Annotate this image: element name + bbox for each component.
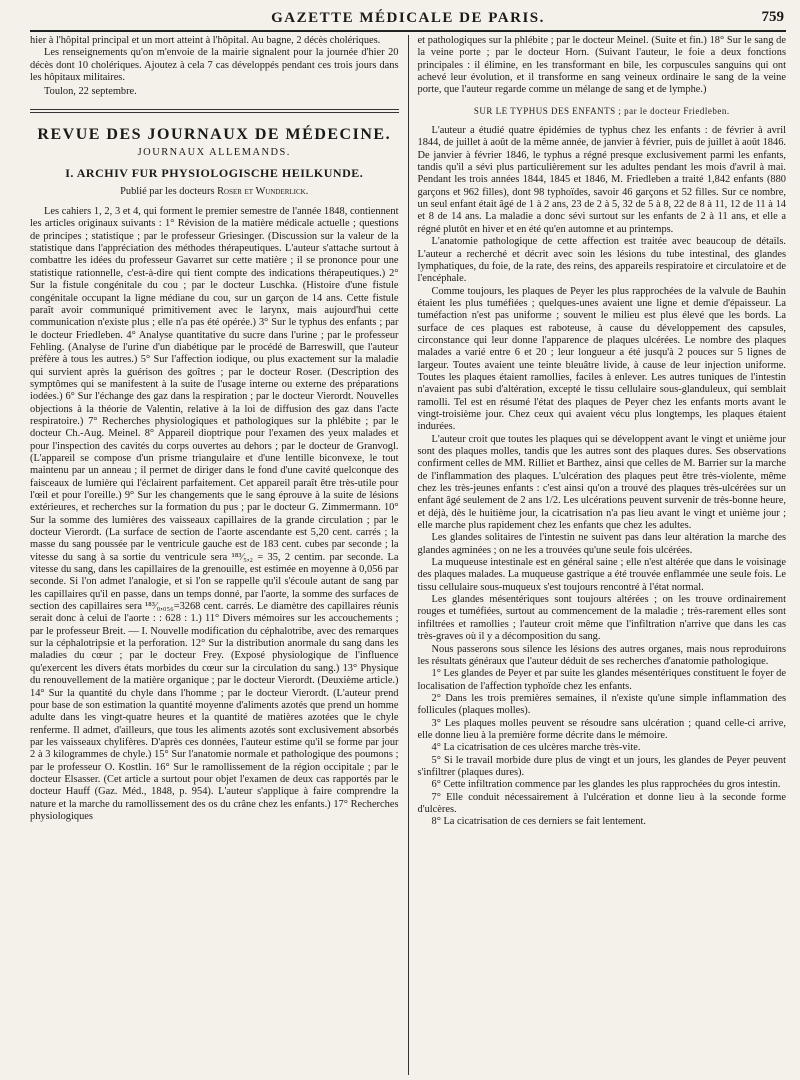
article-paragraph: Les glandes solitaires de l'intestin ne suivent pas dans leur altération la marche des glandes agminées ; on ne les a trouvées qu'une seule fois ulcérées. <box>417 532 786 556</box>
journal-title: I. ARCHIV FUR PHYSIOLOGISCHE HEILKUNDE. <box>65 166 364 181</box>
section-title: REVUE DES JOURNAUX DE MÉDECINE. <box>37 125 392 143</box>
right-column <box>409 35 787 1075</box>
conclusion-item: 5° Si le travail morbide dure plus de vingt et un jours, les glandes de Peyer peuvent s'infiltrer (plaques dures). <box>417 754 786 778</box>
section-divider <box>30 112 399 113</box>
journal-contents-paragraph: Les cahiers 1, 2, 3 et 4, qui forment le premier semestre de l'année 1848, contiennent les articles originaux suivants : 1° Révision de la matière médicale actuelle ; questions de principes ; statistique ; par le professeur Griesinger. (Discussion sur la valeur de la statistique dans l'appréciation des méthodes thérapeutiques. L'auteur s'attache surtout à combattre les idées du professeur Gavarret sur cette matière ; il se prononce pour une statistique rationnelle, c'est-à-dire qui tient compte des indications thérapeutiques.) 2° Sur la fistule congénitale du cou ; par le docteur Luschka. (Histoire d'une fistule congénitale occupant la ligne médiane du cou, sur un garçon de 14 ans. Cette fistule paraît avoir communiqué primitivement avec le larynx, mais aujourd'hui cette communication n'existe plus ; elle n'a pas été opérée.) 3° Sur le typhus des enfants ; par le docteur Friedleben. 4° Analyse quantitative du sucre dans l'urine ; par le professeur Fehling. (Analyse de l'urine d'un diabétique par le procédé de Barreswill, que l'auteur préfère à tous les autres.) 5° Sur l'affection iodique, ou plus exactement sur la maladie qui survient après la guérison des goîtres ; par le docteur Roser. (Description des symptômes qui se manifestent à la suite de l'usage interne ou externe des préparations iodées.) 6° Sur l'échange des gaz dans la respiration ; par le docteur Vierordt. Nouvelles objections à la théorie de Valentin, relative à la loi de diffusion des gaz dans l'acte respiratoire.) 7° Recherches physiologiques et pathologiques sur la phlébite ; par le docteur Ch.-Aug. Meinel. 8° Appareil dioptrique pour l'examen des yeux malades et pour l'inspection des cavités du corps ouvertes au dehors ; par le docteur de Granvogl. (L'appareil se compose d'un prisme triangulaire et d'une lentille biconvexe, le tout maintenu par un anneau ; il permet de diriger dans le fond d'une cavité quelconque des faisceaux de lumière qui l'éclairent parfaitement. Cet appareil paraît être très-utile pour l'œil et pour l'oreille.) 9° Sur les changements que le sang éprouve à la suite de lésions extérieures, et recherches sur la formation du pus ; par le docteur G. Zimmermann. 10° Sur la somme des lumières des vaisseaux capillaires de la grande circulation ; par le docteur Vierordt. (La surface de section de l'aorte ascendante est 5,20 cent. carrés ; la masse du sang poussée par le ventricule gauche est de 183 cent. cubes par seconde ; la vitesse du sang à sa sortie du ventricule sera ¹⁸³⁄₅,₂ = 35, 2 centim. par seconde. La vitesse du sang, dans les capillaires de la grenouille, est estimée en moyenne à 0,056 par seconde. Si l'on admet l'analogie, et si l'on se rappelle qu'il s'écoule autant de sang par les capillaires qu'il en passe, dans un temps donné, par l'aorte, la somme des surfaces de section des capillaires sera ¹⁸³⁄₀,₀₅₆=3268 cent. carrés. Le diamètre des capillaires réunis serait donc à celui de l'aorte : : 628 : 1.) 11° Divers mémoires sur les accouchements ; par le professeur Breit. — I. Nouvelle modification du céphalotribe, avec des remarques sur la céphalotripsie et la perforation. 12° Sur la distribution anormale du sang dans les maladies du cœur ; par le docteur Frey. (Exposé physiologique de l'influence qu'exercent les divers états morbides du cœur sur la circulation du sang.) 13° Physique du renouvellement de la matière organique ; par le docteur Vierordt. (Deuxième article.) 14° Sur la quantité du chyle dans l'homme ; par le docteur Vierordt. (L'auteur prend pour base de son estimation la quantité moyenne d'aliments azotés que prend un homme adulte dans les vingt-quatre heures et la quantité de matières azotées que le chyle renferme. Il admet, d'ailleurs, que tous les aliments azotés sont exclusivement absorbés par les vaisseaux chylifères. D'après ces données, l'auteur estime qu'il se forme par jour 2 à 3 kilogrammes de chyle.) 15° Sur l'anatomie normale et pathologique des poumons ; par le professeur O. Kostlin. 16° Sur le ramollissement de la région occipitale ; par le docteur Elsasser. (Cet article a surtout pour objet l'examen de deux cas rapportés par le docteur Hauff (Gaz. Méd., 1848, p. 954). L'auteur s'applique à faire comprendre la nature et la marche du ramollissement des os du crâne chez les enfants.) 17° Recherches physiologiques <box>30 206 399 822</box>
continued-paragraph: et pathologiques sur la phlébite ; par le docteur Meinel. (Suite et fin.) 18° Sur le sang de la veine porte ; par le docteur Horn. (Suivant l'auteur, le foie a deux fonctions principales : il élimine, en les transformant en bile, les corpuscules sanguins qui ont achevé leur évolution, et il transforme en sang veineux ordinaire le sang de la veine porte, que l'auteur regarde comme un mélange de sang et de lymphe.) <box>417 35 786 96</box>
article-paragraph: Comme toujours, les plaques de Peyer les plus rapprochées de la valvule de Bauhin étaient les plus tuméfiées ; quelques-unes avaient une ligne et demie d'épaisseur. La tuméfaction n'est pas uniforme ; souvent le milieu est plus élevé que les bords. La surface de ces plaques est raboteuse, à cause du développement des capsules, circonstance qui leur donne l'apparence de plaques ulcérées. Le nombre des plaques malades a varié entre 6 et 20 ; leur longueur a été jusqu'à 2 pouces sur 5 lignes de largeur. Toutes avaient une teinte bleuâtre livide, à cause de leur injection uniforme. Toutes les plaques étaient ramollies, faciles à enlever. Les autres tuniques de l'intestin n'avaient pas subi d'altération, excepté le tissu cellulaire sous-glanduleux, qui semblait ramolli. Tel est en résumé l'état des plaques de Peyer chez les enfants morts avant le vingt-troisième jour. Chez ceux qui avaient vécu plus longtemps, les plaques étaient indurées. <box>417 285 786 433</box>
page-header <box>30 8 786 32</box>
conclusion-item: 8° La cicatrisation de ces derniers se fait lentement. <box>431 816 646 828</box>
article-paragraph: La muqueuse intestinale est en général saine ; elle n'est altérée que dans le voisinage des plaques malades. La muqueuse gastrique a été trouvée enflammée une seule fois. Le tissu cellulaire sous-muqueux s'est toujours rencontré à l'état normal. <box>417 557 786 593</box>
conclusion-item: 1° Les glandes de Peyer et par suite les glandes mésentériques constituent le foyer de localisation de l'affection typhoïde chez les enfants. <box>417 668 786 692</box>
editors-names: Roser et Wunderlick. <box>217 185 309 197</box>
article-paragraph: L'auteur croit que toutes les plaques qui se développent avant le vingt et unième jour sont des plaques molles, tandis que les autres sont des plaques dures. Ses observations confirment celles de MM. Rilliet et Barthez, ainsi que celles de M. Barrier sur la marche de l'inflammation des plaques. L'ulcération des plaques peut être très-violente, même chez les très-jeunes enfants : c'est ainsi qu'on a trouvé des plaques très-ulcérées sur un enfant âgé seulement de 2 ans 1/2. Les ulcérations peuvent survenir de très-bonne heure, et déjà, dès le huitième jour, la cicatrisation n'a pas lieu avant le vingt et unième jour ; elle marche plus rapidement chez les enfants que chez les adultes. <box>417 433 786 532</box>
conclusion-item: 3° Les plaques molles peuvent se résoudre sans ulcération ; quand celle-ci arrive, elle donne lieu à la première forme décrite dans le mémoire. <box>417 717 786 741</box>
conclusion-item: 7° Elle conduit nécessairement à l'ulcération et donne lieu à la seconde forme d'ulcères. <box>417 791 786 815</box>
article-paragraph: Les glandes mésentériques sont toujours altérées ; on les trouve ordinairement rouges et tuméfiées, surtout au commencement de la maladie ; très-rarement elles sont infiltrées et ramollies ; l'auteur croit même que l'infiltration n'arrive que dans les cas très-graves où il y a décomposition du sang. <box>417 594 786 643</box>
dateline-signature: Toulon, 22 septembre. <box>44 86 137 98</box>
conclusion-item: 4° La cicatrisation de ces ulcères marche très-vite. <box>431 742 641 754</box>
intro-paragraph: hier à l'hôpital principal et un mort atteint à l'hôpital. Au bagne, 2 décès cholériques. <box>30 35 381 46</box>
journal-editors <box>30 186 399 198</box>
intro-paragraph: Les renseignements qu'on m'envoie de la mairie signalent pour la journée d'hier 20 décès dont 10 cholériques. Ajoutez à cela 7 cas développés pendant ces trois jours dans les hôpitaux militaires. <box>30 47 399 84</box>
subsection-title: JOURNAUX ALLEMANDS. <box>137 147 291 159</box>
conclusion-item: 2° Dans les trois premières semaines, il n'existe qu'une simple inflammation des follicules (plaques molles). <box>417 692 786 717</box>
article-paragraph: Nous passerons sous silence les lésions des autres organes, mais nous reproduirons les résultats généraux que l'auteur déduit de ses recherches d'anatomie pathologique. <box>417 643 786 667</box>
conclusion-item: 6° Cette infiltration commence par les glandes les plus rapprochées du gros intestin. <box>431 779 781 791</box>
page-number: 759 <box>761 9 784 25</box>
article-paragraph: L'auteur a étudié quatre épidémies de typhus chez les enfants : de février à avril 1844, de juillet à août de la même année, de janvier à février, puis de juillet à août 1846. De janvier à février 1846, le typhus a régné presque exclusivement parmi les enfants, tandis qu'il a sévi plus particulièrement sur les adultes pendant les mois d'avril à mai. Pendant les trois années 1844, 1845 et 1846, M. Friedleben a traité 1,842 enfants (880 garçons et 962 filles), dont 98 typhoïdes, savoir 46 garçons et 52 filles. Sur ce nombre, un seul enfant était âgé de 1 à 2 ans, 23 de 2 à 5, 32 de 5 à 8, 22 de 8 à 11, 12 de 11 à 14 et 8 de 14 ans. La maladie a donc sévi surtout sur les enfants de 2 à 11 ans, et elle a régné plutôt en hiver et en été qu'en automne et au printemps. <box>417 125 786 235</box>
article-heading: SUR LE TYPHUS DES ENFANTS ; par le docteur Friedleben. <box>473 105 730 116</box>
editors-prefix: Publié par les docteurs <box>120 185 218 197</box>
left-column <box>30 35 408 1075</box>
section-divider <box>30 109 399 110</box>
two-column-body <box>30 35 786 1075</box>
journal-running-title: GAZETTE MÉDICALE DE PARIS. <box>271 10 545 26</box>
article-paragraph: L'anatomie pathologique de cette affection est traitée avec beaucoup de détails. L'auteur a recherché et décrit avec soin les lésions du tube intestinal, des glandes lymphatiques, du foie, de la rate, des reins, des appareils respiratoire et circulatoire et de l'encéphale. <box>417 236 786 285</box>
